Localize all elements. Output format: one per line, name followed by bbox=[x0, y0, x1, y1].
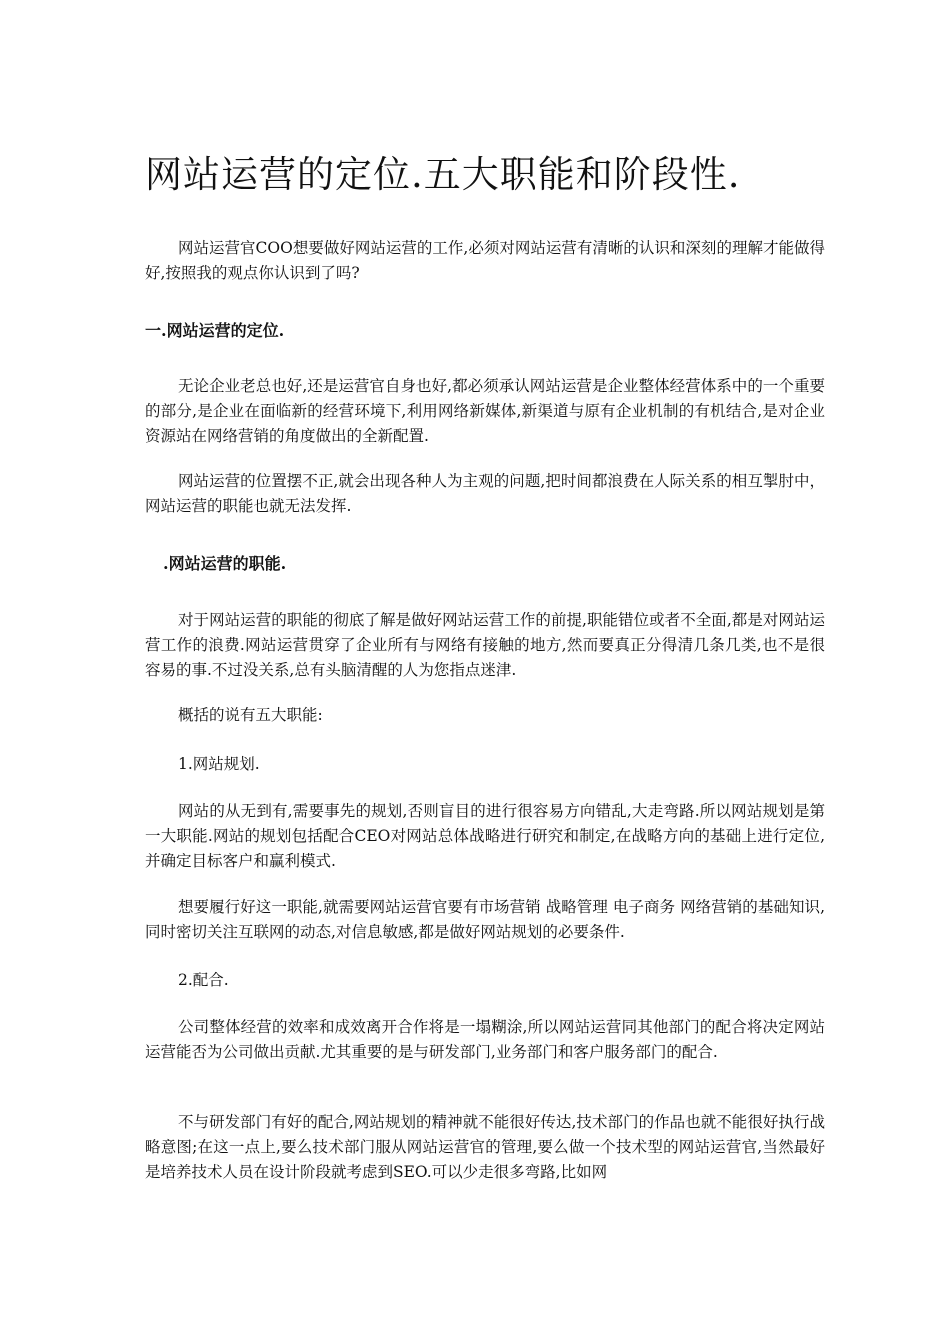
section-heading-positioning: 一.网站运营的定位. bbox=[145, 321, 285, 340]
function-item-2-paragraph-1: 公司整体经营的效率和成效离开合作将是一塌糊涂,所以网站运营同其他部门的配合将决定网站运营能否为公司做出贡献.尤其重要的是与研发部门,业务部门和客户服务部门的配合. bbox=[145, 1018, 825, 1061]
function-item-1-paragraph-1: 网站的从无到有,需要事先的规划,否则盲目的进行很容易方向错乱,大走弯路.所以网站规划是第一大职能.网站的规划包括配合CEO对网站总体战略进行研究和制定,在战略方向的基础上进行定位,并确定目标客户和赢利模式. bbox=[145, 802, 825, 870]
positioning-paragraph-2: 网站运营的位置摆不正,就会出现各种人为主观的问题,把时间都浪费在人际关系的相互掣肘中，网站运营的职能也就无法发挥. bbox=[145, 472, 825, 515]
document-title: 网站运营的定位.五大职能和阶段性. bbox=[145, 153, 741, 196]
positioning-paragraph-1: 无论企业老总也好,还是运营官自身也好,都必须承认网站运营是企业整体经营体系中的一个重要的部分,是企业在面临新的经营环境下,利用网络新媒体,新渠道与原有企业机制的有机结合,是对企业资源站在网络营销的角度做出的全新配置. bbox=[145, 377, 825, 445]
function-item-2-paragraph-2: 不与研发部门有好的配合,网站规划的精神就不能很好传达,技术部门的作品也就不能很好执行战略意图;在这一点上,要么技术部门服从网站运营官的管理,要么做一个技术型的网站运营官,当然最好是培养技术人员在设计阶段就考虑到SEO.可以少走很多弯路,比如网 bbox=[145, 1113, 825, 1181]
section-heading-functions: .网站运营的职能. bbox=[163, 554, 287, 573]
function-item-1-paragraph-2: 想要履行好这一职能,就需要网站运营官要有市场营销 战略管理 电子商务 网络营销的基础知识,同时密切关注互联网的动态,对信息敏感,都是做好网站规划的必要条件. bbox=[145, 898, 825, 941]
functions-summary: 概括的说有五大职能: bbox=[178, 706, 323, 724]
function-item-2-title: 2.配合. bbox=[178, 971, 229, 989]
intro-paragraph: 网站运营官COO想要做好网站运营的工作,必须对网站运营有清晰的认识和深刻的理解才能做得好,按照我的观点你认识到了吗? bbox=[145, 239, 825, 282]
functions-paragraph-1: 对于网站运营的职能的彻底了解是做好网站运营工作的前提,职能错位或者不全面,都是对网站运营工作的浪费.网站运营贯穿了企业所有与网络有接触的地方,然而要真正分得清几条几类,也不是很容易的事.不过没关系,总有头脑清醒的人为您指点迷津. bbox=[145, 611, 825, 679]
function-item-1-title: 1.网站规划. bbox=[178, 755, 260, 773]
